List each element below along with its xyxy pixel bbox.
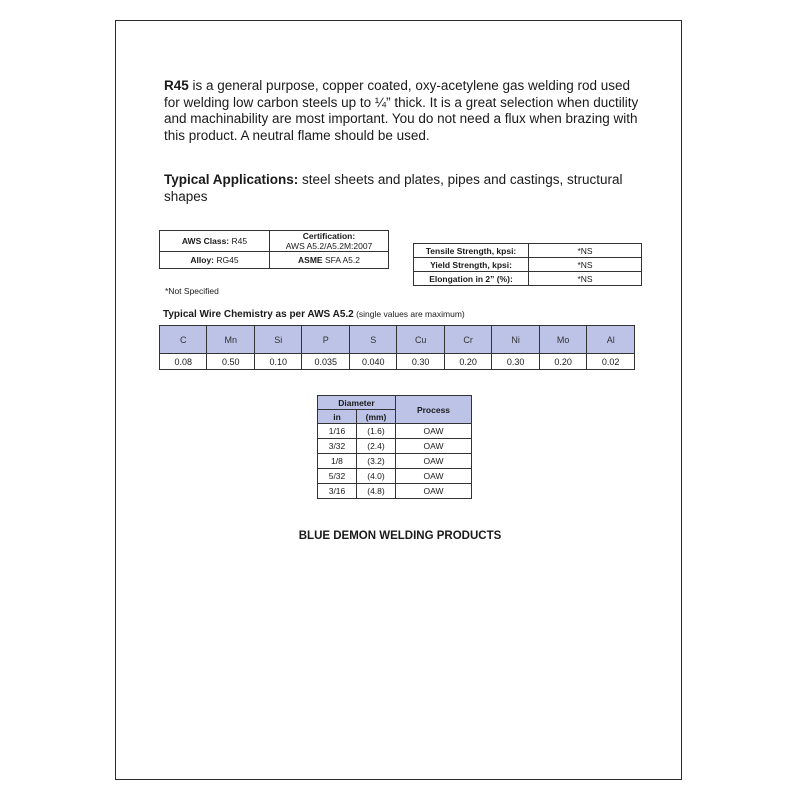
element-value: 0.035: [302, 354, 350, 370]
element-value: 0.040: [349, 354, 397, 370]
element-header: P: [302, 326, 350, 354]
alloy-cell: Alloy: RG45: [160, 252, 270, 269]
property-value: *NS: [529, 244, 642, 258]
table-row: [414, 244, 642, 258]
element-value: 0.50: [207, 354, 254, 370]
asme-cell: ASME SFA A5.2: [270, 252, 389, 269]
aws-class-cell: AWS Class: R45: [160, 231, 270, 252]
mm-header: (mm): [357, 410, 396, 424]
product-name: R45: [164, 78, 189, 93]
table-row: 3/16 (4.8) OAW: [318, 484, 472, 499]
element-header: S: [349, 326, 397, 354]
table-row: [414, 272, 642, 286]
property-value: *NS: [529, 258, 642, 272]
diameter-process-table: [317, 395, 472, 499]
table-row: [414, 258, 642, 272]
certification-cell: Certification: AWS A5.2/A5.2M:2007: [270, 231, 389, 252]
aws-classification-table: [159, 230, 389, 269]
not-specified-note: *Not Specified: [165, 286, 219, 296]
table-row: 3/32 (2.4) OAW: [318, 439, 472, 454]
table-row: 5/32 (4.0) OAW: [318, 469, 472, 484]
element-header: Ni: [492, 326, 539, 354]
in-header: in: [318, 410, 357, 424]
chemistry-note: (single values are maximum): [353, 309, 465, 319]
intro-paragraph: [164, 78, 644, 144]
table-row: 1/16 (1.6) OAW: [318, 424, 472, 439]
element-value: 0.08: [160, 354, 207, 370]
element-value: 0.10: [254, 354, 301, 370]
element-header: Mo: [539, 326, 586, 354]
applications-text: steel sheets and plates, pipes and castings, structural shapes: [164, 172, 623, 204]
element-value: 0.20: [539, 354, 586, 370]
element-header: Mn: [207, 326, 254, 354]
table-row: 1/8 (3.2) OAW: [318, 454, 472, 469]
property-label: Tensile Strength, kpsi:: [414, 244, 529, 258]
wire-chemistry-table: [159, 325, 635, 370]
company-footer: BLUE DEMON WELDING PRODUCTS: [298, 530, 502, 542]
applications-label: Typical Applications:: [164, 172, 299, 187]
property-value: *NS: [529, 272, 642, 286]
applications-paragraph: [164, 172, 634, 205]
element-value: 0.20: [444, 354, 491, 370]
element-header: C: [160, 326, 207, 354]
mechanical-properties-table: [413, 243, 642, 286]
element-value: 0.30: [397, 354, 444, 370]
element-value: 0.30: [492, 354, 539, 370]
element-header: Si: [254, 326, 301, 354]
chemistry-value-row: [160, 354, 635, 370]
element-header: Al: [587, 326, 635, 354]
property-label: Yield Strength, kpsi:: [414, 258, 529, 272]
diameter-header: Diameter: [318, 396, 396, 410]
chemistry-title: Typical Wire Chemistry as per AWS A5.2 (single values are maximum): [163, 309, 465, 320]
element-header: Cr: [444, 326, 491, 354]
element-value: 0.02: [587, 354, 635, 370]
chemistry-header-row: [160, 326, 635, 354]
process-header: Process: [396, 396, 472, 424]
intro-text: is a general purpose, copper coated, oxy-acetylene gas welding rod used for welding low carbon steels up to ¼” thick. It is a great selection when ductility and machinability are most important. You do not need a flux when brazing with this product. A neutral flame should be used.: [164, 78, 639, 143]
property-label: Elongation in 2” (%):: [414, 272, 529, 286]
element-header: Cu: [397, 326, 444, 354]
